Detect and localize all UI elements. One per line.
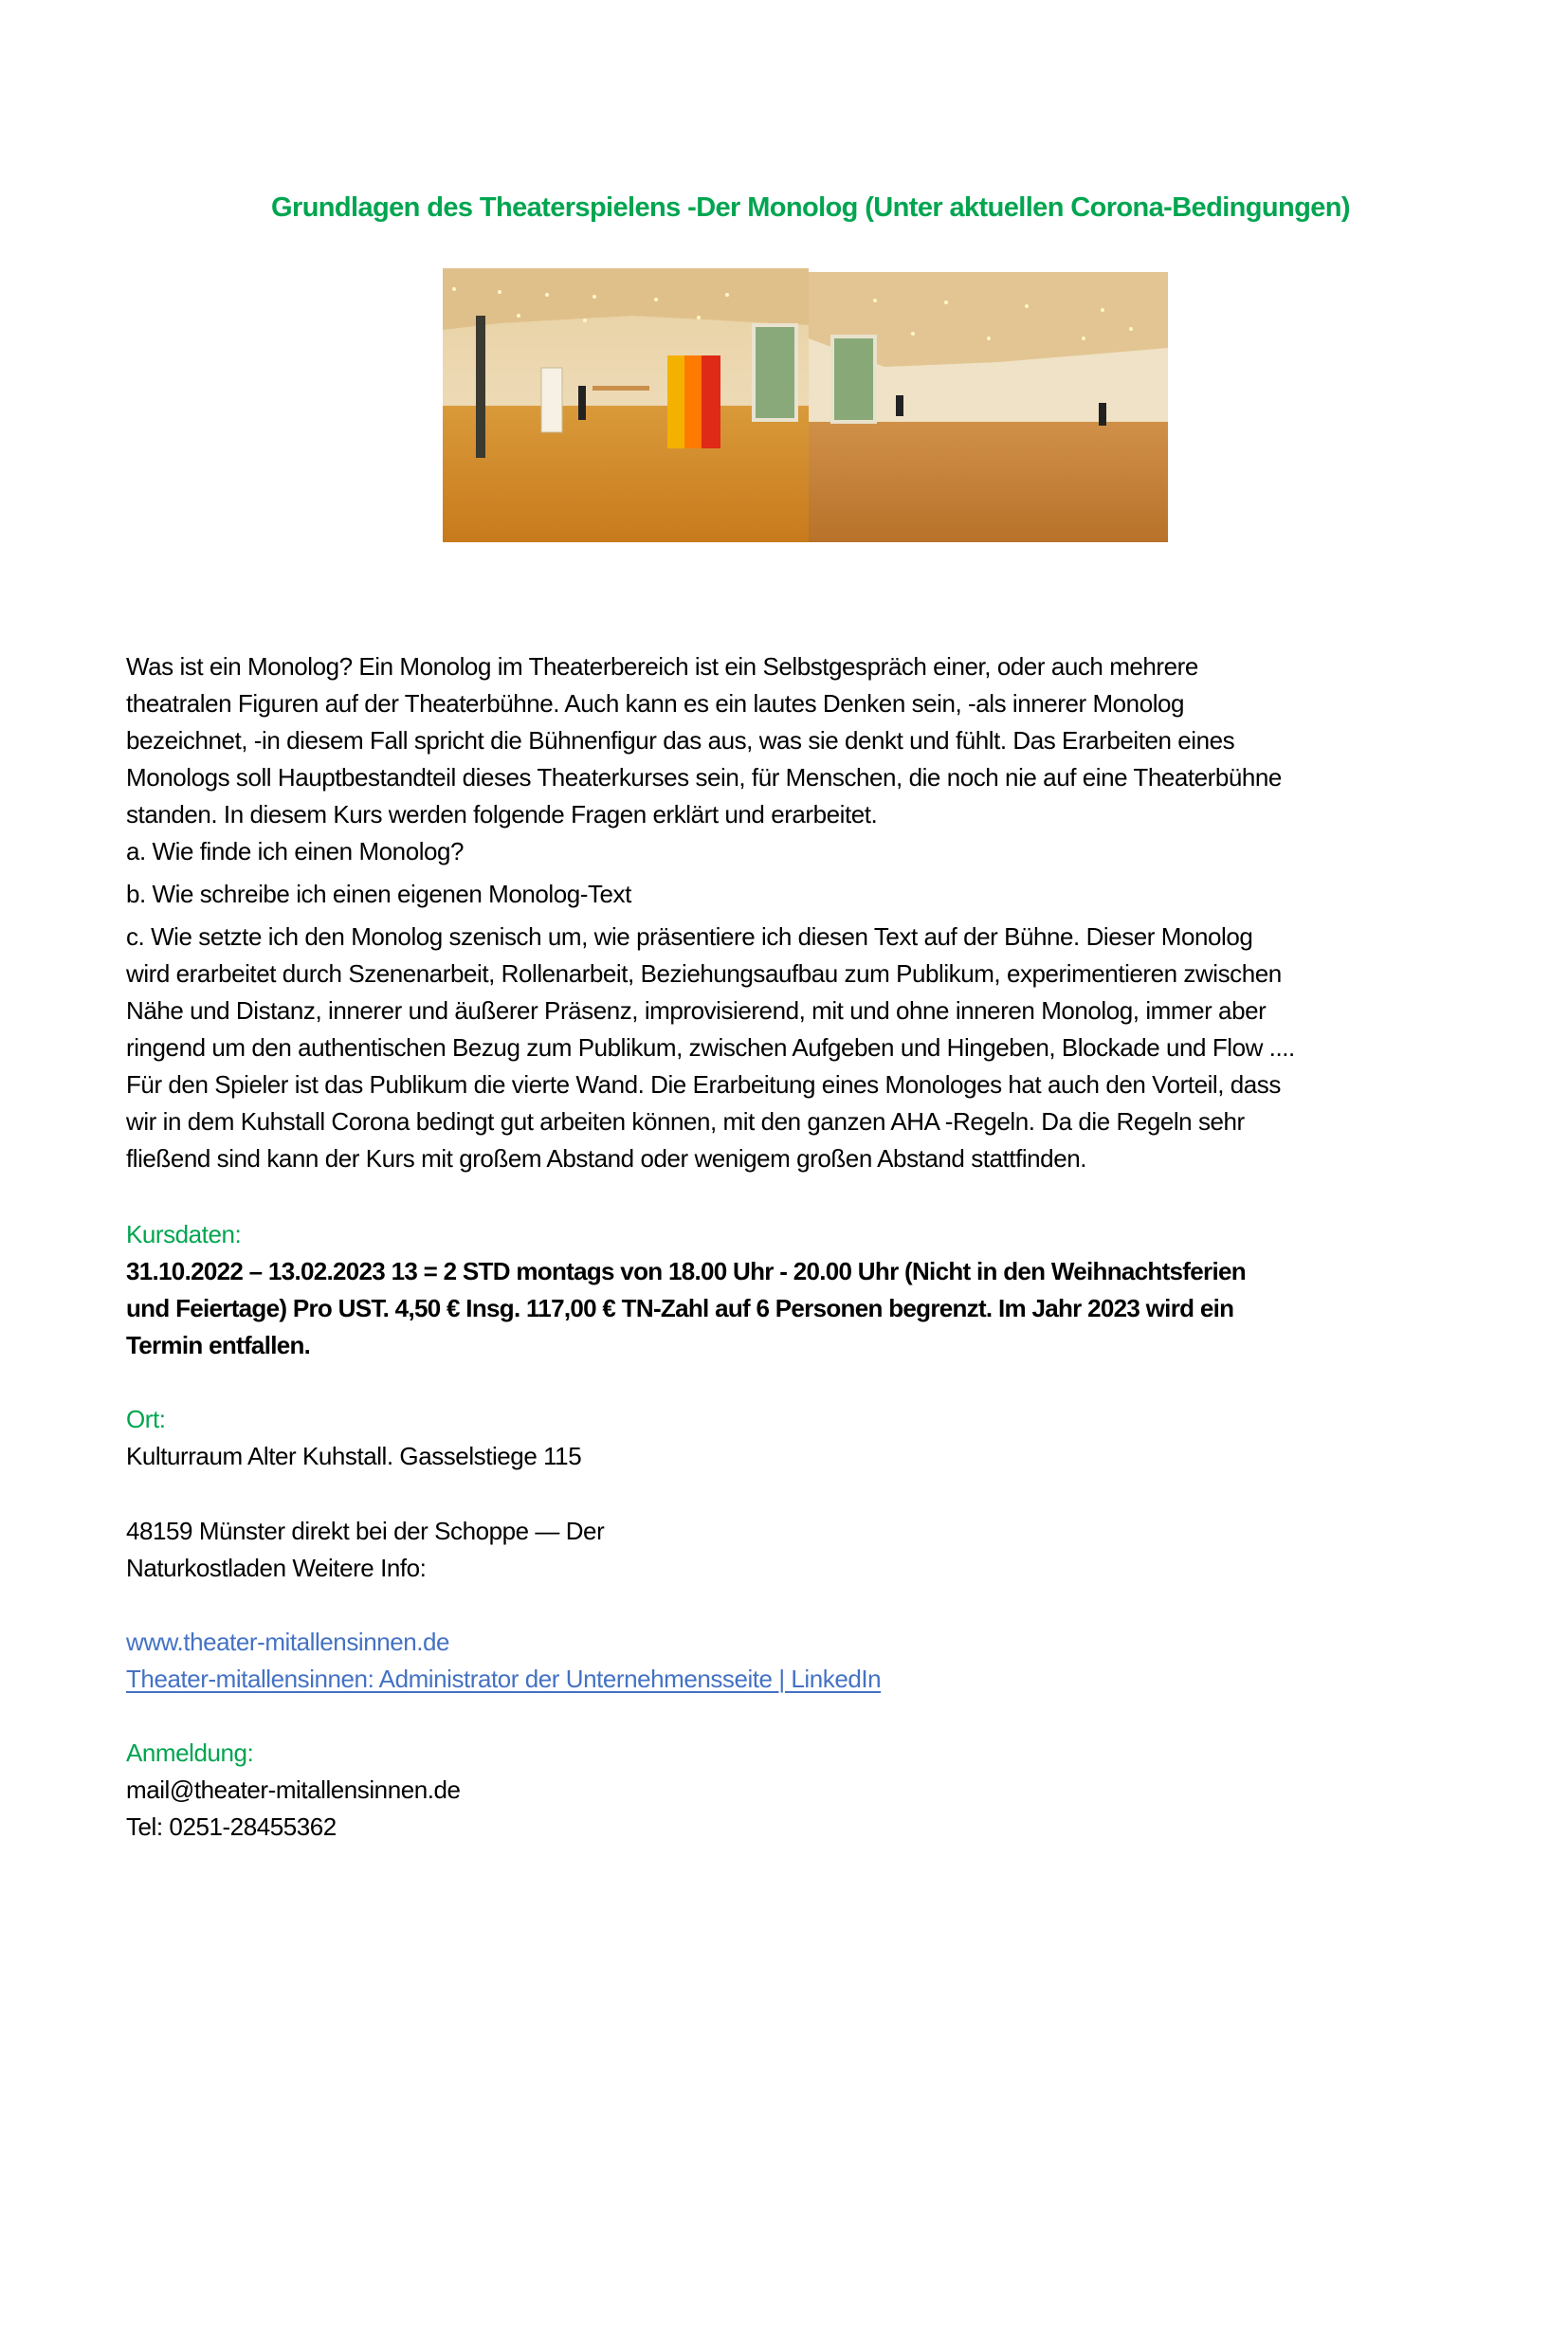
question-c-line: wird erarbeitet durch Szenenarbeit, Rollenarbeit, Beziehungsaufbau zum Publikum, experimentieren zwischen [126, 959, 1282, 988]
photo-room-left [443, 268, 809, 542]
kursdaten-line: 31.10.2022 – 13.02.2023 13 = 2 STD montags von 18.00 Uhr - 20.00 Uhr (Nicht in den Weihnachtsferien [126, 1257, 1246, 1285]
intro-line: theatralen Figuren auf der Theaterbühne. Auch kann es ein lautes Denken sein, -als innerer Monolog [126, 689, 1185, 718]
intro-line: Was ist ein Monolog? Ein Monolog im Theaterbereich ist ein Selbstgespräch einer, oder auch mehrere [126, 652, 1198, 681]
question-c-line: ringend um den authentischen Bezug zum Publikum, zwischen Aufgeben und Hingeben, Blockade und Flow .... [126, 1033, 1295, 1062]
linkedin-link[interactable]: Theater-mitallensinnen: Administrator der Unternehmensseite | LinkedIn [126, 1665, 882, 1693]
website-link[interactable]: www.theater-mitallensinnen.de [126, 1628, 450, 1656]
page-title: Grundlagen des Theaterspielens -Der Monolog (Unter aktuellen Corona-Bedingungen) [271, 192, 1350, 223]
phone-number: Tel: 0251-28455362 [126, 1812, 337, 1841]
kursdaten-line: und Feiertage) Pro UST. 4,50 € Insg. 117,00 € TN-Zahl auf 6 Personen begrenzt. Im Jahr 2023 wird ein [126, 1294, 1234, 1322]
question-c-line: Für den Spieler ist das Publikum die vierte Wand. Die Erarbeitung eines Monologes hat auch den Vorteil, dass [126, 1070, 1281, 1099]
question-b: b. Wie schreibe ich einen eigenen Monolog-Text [126, 880, 631, 908]
intro-line: standen. In diesem Kurs werden folgende Fragen erklärt und erarbeitet. [126, 800, 878, 829]
intro-line: bezeichnet, -in diesem Fall spricht die Bühnenfigur das aus, was sie denkt und fühlt. Das Erarbeiten eines [126, 726, 1235, 755]
ort-label: Ort: [126, 1405, 166, 1433]
question-c-line: fließend sind kann der Kurs mit großem Abstand oder wenigem großen Abstand stattfinden. [126, 1144, 1086, 1173]
intro-line: Monologs soll Hauptbestandteil dieses Theaterkurses sein, für Menschen, die noch nie auf eine Theaterbühne [126, 763, 1282, 792]
kursdaten-line: Termin entfallen. [126, 1331, 311, 1359]
question-c-line: Nähe und Distanz, innerer und äußerer Präsenz, improvisierend, mit und ohne inneren Monolog, immer aber [126, 996, 1267, 1025]
question-c-line: c. Wie setzte ich den Monolog szenisch um, wie präsentiere ich diesen Text auf der Bühne. Dieser Monolog [126, 922, 1253, 951]
kursdaten-label: Kursdaten: [126, 1220, 242, 1248]
photo-room-right [809, 272, 1168, 542]
anmeldung-label: Anmeldung: [126, 1739, 254, 1767]
address-line: 48159 Münster direkt bei der Schoppe — Der [126, 1517, 605, 1545]
address-line: Naturkostladen Weitere Info: [126, 1554, 427, 1582]
question-a: a. Wie finde ich einen Monolog? [126, 837, 465, 865]
address-line: Kulturraum Alter Kuhstall. Gasselstiege 115 [126, 1442, 582, 1470]
photo-strip [443, 268, 1168, 542]
email-address: mail@theater-mitallensinnen.de [126, 1775, 461, 1804]
question-c-line: wir in dem Kuhstall Corona bedingt gut arbeiten können, mit den ganzen AHA -Regeln. Da die Regeln sehr [126, 1107, 1245, 1136]
